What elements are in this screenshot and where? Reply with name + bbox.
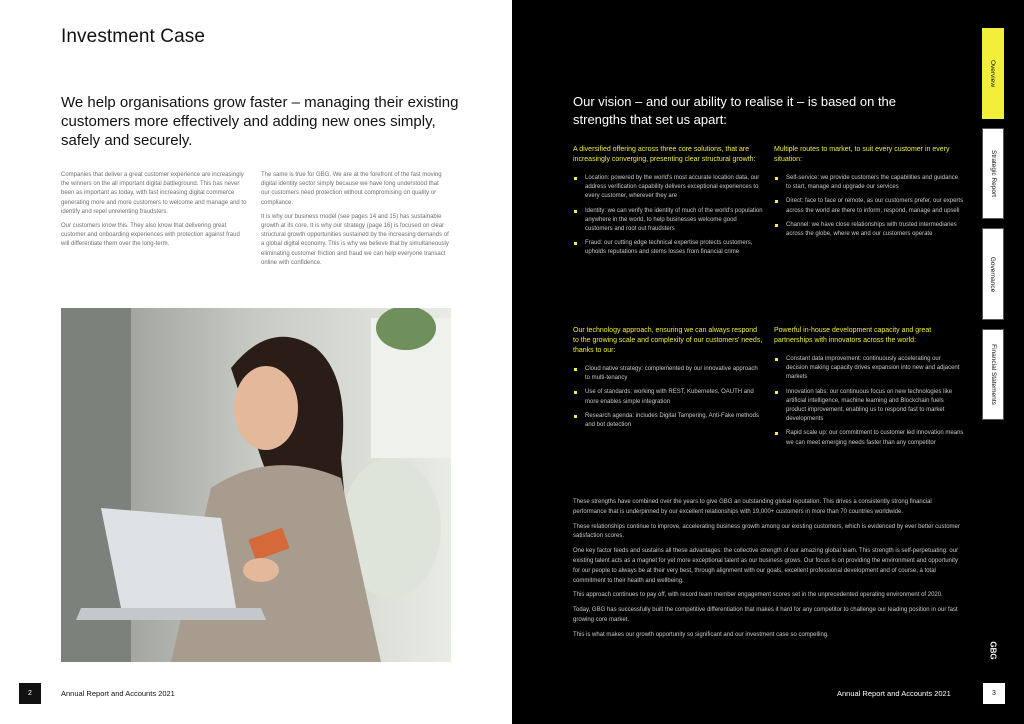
intro-column-left	[61, 171, 249, 255]
list-item: Constant data improvement: continuously accelerating our decision making capacity drives expansion into new and adjacent markets	[774, 355, 964, 383]
list-item: Identity: we can verify the identity of much of the world's population anywhere in the world, to help businesses welcome good customers and root out fraudsters	[573, 207, 763, 235]
tab-governance[interactable]	[982, 228, 1004, 320]
strength-section-routes	[774, 145, 964, 244]
tab-label: Overview	[989, 59, 997, 88]
strength-section-development	[774, 326, 964, 453]
tab-strategic-report[interactable]	[982, 128, 1004, 219]
intro-paragraph: The same is true for GBG. We are at the forefront of the fast moving digital identity sector simply because we have long understood that our customers need protection without compromising on quality or compliance.	[261, 172, 442, 206]
intro-paragraph: Companies that deliver a great customer experience are increasingly the winners on the all important digital battleground. This has never been as important as today, with fast increasing digital commerce generating more and more customers to welcome and manage and to identify and repel unrelenting fraudsters.	[61, 172, 247, 215]
list-item: Channel: we have close relationships with trusted intermediaries across the globe, where we and our customers operate	[774, 221, 964, 239]
summary-paragraph: This is what makes our growth opportunity so significant and our investment case so compelling.	[573, 631, 829, 638]
tab-overview[interactable]	[982, 28, 1004, 119]
list-item: Research agenda: includes Digital Tampering, Anti-Fake methods and bot detection	[573, 412, 763, 430]
tab-label: Financial Statements	[989, 344, 997, 405]
section-heading: Powerful in-house development capacity and great partnerships with innovators across the world:	[774, 327, 932, 344]
tab-financial-statements[interactable]	[982, 329, 1004, 420]
summary-paragraph: This approach continues to pay off, with record team member engagement scores set in the unprecedented operating environment of 2020.	[573, 592, 943, 599]
strength-section-offering	[573, 145, 763, 263]
page-title: Investment Case	[61, 26, 206, 47]
woman-with-laptop-photo	[61, 308, 451, 662]
summary-paragraph: One key factor feeds and sustains all these advantages: the collective strength of our amazing global team. This strength is self-perpetuating: our existing talent acts as a magnet for yet more exceptional talent as our business grows. Our focus is on providing the environment and opportunity for our people to always be at their very best, through alignment with our goals, excellent professional development and of course, a total commitment to their health and wellbeing.	[573, 548, 959, 584]
strength-section-technology	[573, 326, 763, 435]
footer-label: Annual Report and Accounts 2021	[837, 689, 951, 698]
gbg-logo: GBG	[988, 640, 998, 660]
page-number: 3	[983, 683, 1005, 704]
intro-paragraph: Our customers know this. They also know that delivering great customer and onboarding experiences with protection against fraud will differentiate them over the long-term.	[61, 223, 240, 248]
footer-label: Annual Report and Accounts 2021	[61, 689, 175, 698]
section-heading: Our technology approach, ensuring we can always respond to the growing scale and complexity of our customers' needs, thanks to our:	[573, 327, 763, 354]
right-page	[512, 0, 1024, 724]
list-item: Self-service: we provide customers the capabilities and guidance to start, manage and upgrade our services	[774, 174, 964, 192]
list-item: Use of standards: working with REST, Kubernetes, OAUTH and more enables simple integration	[573, 388, 763, 406]
page-number: 2	[19, 683, 41, 704]
tab-label: Governance	[989, 256, 997, 292]
summary-paragraphs	[573, 498, 965, 646]
list-item: Fraud: our cutting edge technical expertise protects customers, upholds reputations and stems losses from financial crime	[573, 239, 763, 257]
list-item: Location: powered by the world's most accurate location data, our address verification capability delivers exceptional experiences to every customer, wherever they are	[573, 174, 763, 202]
summary-paragraph: Today, GBG has successfully built the competitive differentiation that makes it hard for any competitor to challenge our leading position in our fast growing core market.	[573, 607, 958, 623]
tab-label: Strategic Report	[989, 150, 997, 197]
section-heading: A diversified offering across three core solutions, that are increasingly converging, presenting clear structural growth:	[573, 146, 756, 163]
list-item: Cloud native strategy: complemented by our innovative approach to multi-tenancy	[573, 365, 763, 383]
list-item: Rapid scale up: our commitment to customer led innovation means we can meet emerging needs faster than any competitor	[774, 429, 964, 447]
section-heading: Multiple routes to market, to suit every customer in every situation:	[774, 146, 950, 163]
vision-heading: Our vision – and our ability to realise it – is based on the strengths that set us apart:	[573, 94, 897, 127]
intro-column-right	[261, 171, 449, 273]
intro-paragraph: It is why our business model (see pages 14 and 15) has sustainable growth at its core. It is why our strategy (page 16) is focused on clear structural growth opportunities sustained by the increasing demands of a global digital economy. This is why we believe that by simultaneously eliminating customer friction and fraud we can help everyone transact online with confidence.	[261, 213, 449, 266]
summary-paragraph: These relationships continue to improve, accelerating business growth among our existing customers, which is evidenced by ever better customer satisfaction scores.	[573, 523, 960, 540]
summary-paragraph: These strengths have combined over the years to give GBG an outstanding global reputation. This drives a consistently strong financial performance that is underpinned by our excellent relationships with 19,000+ customers in more than 70 countries worldwide.	[573, 499, 932, 515]
list-item: Innovation labs: our continuous focus on new technologies like artificial intelligence, machine learning and Blockchain fuels product improvement, enabling us to respond fast to market developments	[774, 388, 964, 425]
list-item: Direct: face to face or remote, as our customers prefer, our experts across the world are there to inform, respond, manage and upsell	[774, 197, 964, 215]
lead-statement: We help organisations grow faster – managing their existing customers more effectively and adding new ones simply, safely and securely.	[61, 94, 459, 149]
